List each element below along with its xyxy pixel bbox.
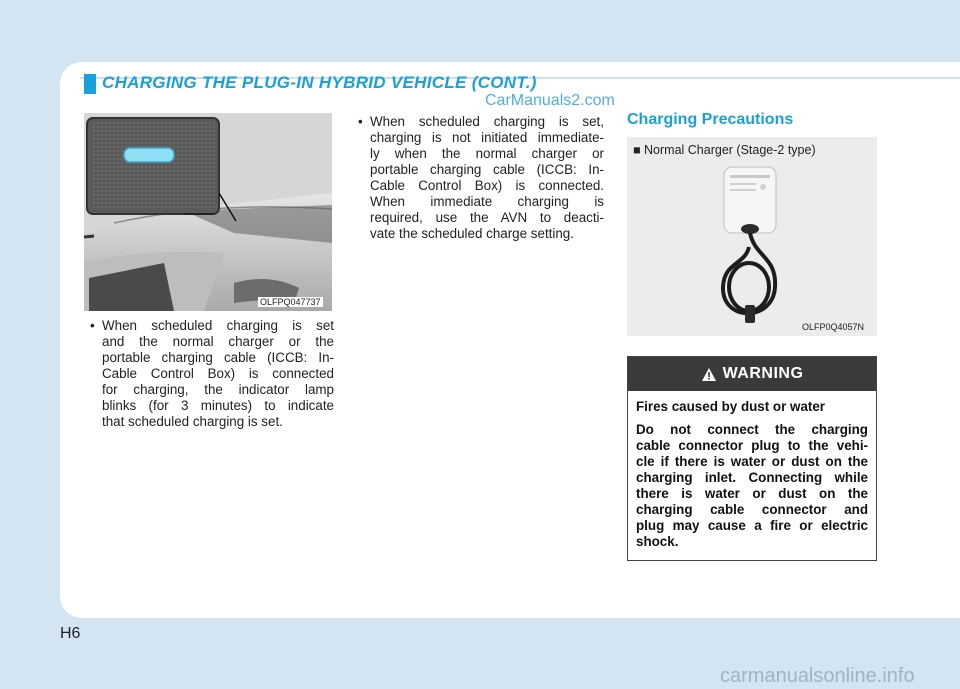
watermark-bottom[interactable]: carmanualsonline.info <box>720 665 915 687</box>
warning-line: Do not connect the charging <box>636 422 868 437</box>
warning-line: charging inlet. Connecting while <box>636 470 868 485</box>
text-line: required, use the AVN to deacti- <box>370 210 604 225</box>
text-line: When immediate charging is <box>370 194 604 209</box>
text-line: blinks (for 3 minutes) to indicate <box>102 398 334 413</box>
warning-line: cle if there is water or dust on the <box>636 454 868 469</box>
text-line: portable charging cable (ICCB: In- <box>102 350 334 365</box>
text-line: • When scheduled charging is set <box>90 318 334 333</box>
warning-triangle-icon <box>701 367 717 382</box>
text-line: and the normal charger or the <box>102 334 334 349</box>
charger-image <box>627 137 877 336</box>
text-line: ly when the normal charger or <box>370 146 604 161</box>
warning-line: charging cable connector and <box>636 502 868 517</box>
car-photo <box>84 113 332 311</box>
watermark-top[interactable]: CarManuals2.com <box>485 92 615 109</box>
text-line: for charging, the indicator lamp <box>102 382 334 397</box>
text-line: vate the scheduled charge setting. <box>370 226 574 241</box>
warning-line: shock. <box>636 534 679 549</box>
text-line: Cable Control Box) is connected. <box>370 178 604 193</box>
text-line: Cable Control Box) is connected <box>102 366 334 381</box>
scheduled-charging-deactivate-note <box>358 114 604 242</box>
charger-image-code: OLFP0Q4057N <box>802 322 865 332</box>
warning-body <box>628 391 876 550</box>
title-accent-bar <box>84 74 96 94</box>
warning-line: there is water or dust on the <box>636 486 868 501</box>
photo-code: OLFPQ047737 <box>260 297 321 307</box>
text-line: • When scheduled charging is set, <box>358 114 604 129</box>
text-line: charging is not initiated immediate- <box>370 130 604 145</box>
wall-charger-illustration <box>627 137 877 336</box>
scheduled-charging-indicator-note <box>90 318 334 430</box>
warning-line: plug may cause a fire or electric <box>636 518 868 533</box>
warning-header <box>628 357 876 391</box>
charging-precautions-heading: Charging Precautions <box>627 111 794 128</box>
warning-line: cable connector plug to the vehi- <box>636 438 868 453</box>
page-number: H6 <box>60 625 81 642</box>
warning-label: WARNING <box>722 365 804 382</box>
text-line: portable charging cable (ICCB: In- <box>370 162 604 177</box>
section-title: CHARGING THE PLUG-IN HYBRID VEHICLE (CONT.) <box>102 73 537 92</box>
warning-title: Fires caused by dust or water <box>636 399 826 414</box>
car-hood-illustration <box>84 113 332 311</box>
charger-caption: ■ Normal Charger (Stage-2 type) <box>633 143 816 157</box>
text-line: that scheduled charging is set. <box>102 414 283 429</box>
warning-box <box>627 356 877 561</box>
